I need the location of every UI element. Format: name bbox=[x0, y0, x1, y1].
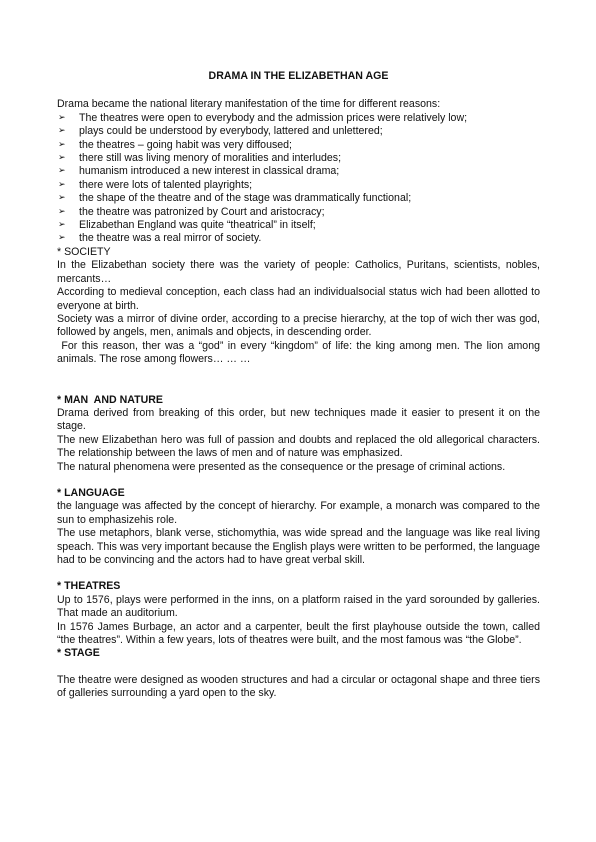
reason-item: ➢ there were lots of talented playrights; bbox=[58, 178, 253, 191]
arrow-bullet-icon: ➢ bbox=[58, 126, 66, 137]
man-nature-paragraph: The new Elizabethan hero was full of passion and doubts and replaced the old allegorical characters. The relationship between the laws of men and of nature was emphasized. bbox=[57, 433, 540, 460]
section-spacer bbox=[57, 567, 540, 580]
man-nature-paragraph: The natural phenomena were presented as the consequence or the presage of criminal actions. bbox=[57, 460, 506, 473]
intro-paragraph: Drama became the national literary manifestation of the time for different reasons: bbox=[57, 98, 441, 111]
language-paragraph: The use metaphors, blank verse, stichomythia, was wide spread and the language was like real living speach. This was very important because the English plays were written to be performed, the language had to be convincing and the actors had to have great verbal skill. bbox=[57, 527, 540, 566]
stage-paragraph: The theatre were designed as wooden structures and had a circular or octagonal shape and three tiers of galleries surrounding a yard open to the sky. bbox=[57, 673, 540, 700]
arrow-bullet-icon: ➢ bbox=[58, 233, 66, 244]
arrow-bullet-icon: ➢ bbox=[58, 206, 66, 217]
reason-item: ➢ the theatres – going habit was very diffoused; bbox=[58, 138, 292, 151]
reason-item: ➢ the theatre was patronized by Court and aristocracy; bbox=[58, 205, 325, 218]
reason-item: ➢ the shape of the theatre and of the stage was drammatically functional; bbox=[58, 192, 412, 205]
section-spacer bbox=[57, 367, 540, 394]
society-paragraph: For this reason, ther was a “god” in every “kingdom” of life: the king among men. The lion among animals. The rose among flowers… … … bbox=[57, 339, 543, 366]
reason-item: ➢ there still was living menory of moralities and interludes; bbox=[58, 152, 342, 165]
section-spacer bbox=[57, 474, 540, 487]
section-spacer bbox=[57, 661, 540, 674]
society-paragraph: According to medieval conception, each class had an individualsocial status wich had been allotted to everyone at birth. bbox=[57, 286, 540, 312]
arrow-bullet-icon: ➢ bbox=[58, 112, 66, 123]
reason-item: ➢ the theatre was a real mirror of society. bbox=[58, 232, 262, 245]
society-heading: * SOCIETY bbox=[57, 245, 111, 258]
theatres-heading: * THEATRES bbox=[57, 580, 121, 593]
arrow-bullet-icon: ➢ bbox=[58, 220, 66, 231]
arrow-bullet-icon: ➢ bbox=[58, 179, 66, 190]
language-paragraph: the language was affected by the concept of hierarchy. For example, a monarch was compared to the sun to emphasizehis role. bbox=[57, 500, 540, 526]
language-heading: * LANGUAGE bbox=[57, 486, 125, 499]
arrow-bullet-icon: ➢ bbox=[58, 153, 66, 164]
stage-heading: * STAGE bbox=[57, 647, 100, 660]
reasons-list bbox=[57, 112, 540, 246]
arrow-bullet-icon: ➢ bbox=[58, 166, 66, 177]
arrow-bullet-icon: ➢ bbox=[58, 193, 66, 204]
arrow-bullet-icon: ➢ bbox=[58, 139, 66, 150]
man-nature-paragraph: Drama derived from breaking of this order, but new techniques made it easier to present it on the stage. bbox=[57, 406, 540, 433]
man-nature-heading: * MAN AND NATURE bbox=[57, 393, 163, 406]
reason-item: ➢ The theatres were open to everybody and the admission prices were relatively low; bbox=[58, 111, 468, 124]
theatres-paragraph: In 1576 James Burbage, an actor and a carpenter, beult the first playhouse outside the town, called “the theatres”. Within a few years, lots of theatres were built, and the most famous was “the Globe”. bbox=[57, 620, 540, 647]
society-paragraph: In the Elizabethan society there was the variety of people: Catholics, Puritans, scientists, nobles, mercants… bbox=[57, 259, 540, 285]
theatres-paragraph: Up to 1576, plays were performed in the inns, on a platform raised in the yard sorounded by galleries. That made an auditorium. bbox=[57, 593, 540, 620]
reason-item: ➢ plays could be understood by everybody, lattered and unlettered; bbox=[58, 125, 383, 138]
reason-item: ➢ Elizabethan England was quite “theatrical” in itself; bbox=[58, 219, 316, 232]
society-paragraph: Society was a mirror of divine order, according to a precise hierarchy, at the top of wich ther was god, followed by angels, men, animals and objects, in descending order. bbox=[57, 312, 540, 339]
document-title: DRAMA IN THE ELIZABETHAN AGE bbox=[208, 70, 389, 82]
reason-item: ➢ humanism introduced a new interest in classical drama; bbox=[58, 165, 340, 178]
